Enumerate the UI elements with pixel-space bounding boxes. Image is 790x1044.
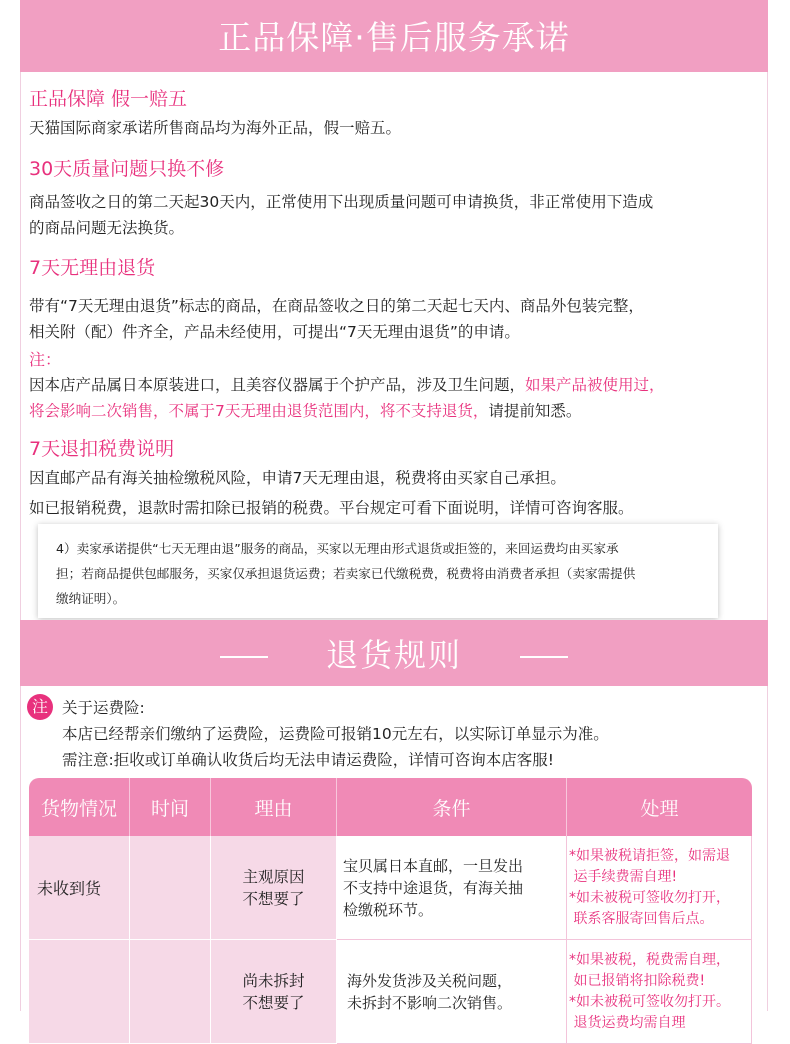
service-banner — [20, 0, 768, 72]
section-heading: 正品保障 假一赔五 — [29, 88, 188, 110]
section-heading: 7天无理由退货 — [29, 257, 156, 279]
handling-line: *如果被税请拒签，如需退 — [569, 847, 730, 864]
section-tax — [29, 437, 764, 521]
notice — [29, 348, 764, 424]
handling-line: 运手续费需自理! — [569, 868, 678, 885]
notice-text: 请提前知悉。 — [488, 402, 582, 420]
handling-line: 退货运费均需自理 — [569, 1014, 686, 1031]
notice-text: 因本店产品属日本原装进口，且美容仪器属于个护产品，涉及卫生问题， — [29, 376, 526, 394]
handling-line: 联系客服寄回售后点。 — [569, 910, 714, 927]
reason-line: 不想要了 — [242, 889, 305, 908]
reason-line: 主观原因 — [242, 867, 305, 886]
condition-line: 未拆封不影响二次销售。 — [347, 993, 513, 1012]
section-body-line: 带有“7天无理由退货”标志的商品，在商品签收之日的第二天起七天内、商品外包装完整， — [29, 297, 644, 315]
note-circle-icon: 注 — [27, 694, 53, 720]
reason-line: 不想要了 — [242, 993, 305, 1012]
notice-label: 注： — [29, 350, 62, 369]
cell-reason — [211, 940, 337, 1044]
insurance-line: 需注意:拒收或订单确认收货后均无法申请运费险，详情可咨询本店客服! — [62, 751, 554, 769]
handling-line: 如已报销将扣除税费! — [569, 972, 706, 989]
return-rules-table — [29, 778, 752, 1044]
notice-warning: 如果产品被使用过， — [525, 376, 665, 394]
cell-condition — [337, 836, 567, 940]
condition-line: 宝贝属日本直邮，一旦发出 — [343, 856, 524, 875]
policy-box — [38, 524, 718, 618]
condition-line: 海外发货涉及关税问题， — [347, 971, 513, 990]
policy-line: 缴纳证明）。 — [56, 591, 126, 606]
return-rules-title: 退货规则 — [325, 636, 462, 674]
section-seven-day — [29, 256, 764, 345]
cell-condition — [337, 940, 567, 1044]
condition-line: 检缴税环节。 — [343, 900, 434, 919]
insurance-title: 关于运费险: — [62, 699, 145, 717]
section-body-line: 相关附（配）件齐全，产品未经使用，可提出“7天无理由退货”的申请。 — [29, 323, 520, 341]
service-banner-title: 正品保障·售后服务承诺 — [218, 18, 570, 57]
section-body-line: 的商品问题无法换货。 — [29, 219, 185, 237]
insurance-details — [62, 722, 762, 772]
section-heading: 7天退扣税费说明 — [29, 438, 175, 460]
section-quality — [29, 157, 764, 241]
table-row — [29, 940, 752, 1044]
section-body-line: 商品签收之日的第二天起30天内，正常使用下出现质量问题可申请换货，非正常使用下造成 — [29, 193, 654, 211]
reason-line: 尚未拆封 — [242, 971, 305, 990]
table-row — [29, 836, 752, 940]
policy-line: 4）卖家承诺提供“七天无理由退”服务的商品，买家以无理由形式退货或拒签的，来回运费均由买家承 — [56, 541, 619, 556]
cell-time — [130, 940, 211, 1044]
handling-line: *如未被税可签收勿打开。 — [569, 993, 730, 1010]
return-rules-banner — [20, 620, 768, 686]
section-body-line: 因直邮产品有海关抽检缴税风险，申请7天无理由退，税费将由买家自己承担。 — [29, 469, 566, 487]
cell-handling — [567, 836, 752, 940]
section-body: 天猫国际商家承诺所售商品均为海外正品，假一赔五。 — [29, 119, 402, 137]
banner-dash-left — [220, 656, 268, 658]
section-heading: 30天质量问题只换不修 — [29, 158, 225, 180]
table-header: 处理 — [567, 778, 752, 836]
cell-status — [29, 940, 130, 1044]
table-header: 货物情况 — [29, 778, 130, 836]
insurance-line: 本店已经帮亲们缴纳了运费险，运费险可报销10元左右，以实际订单显示为准。 — [62, 725, 609, 743]
cell-reason — [211, 836, 337, 940]
policy-line: 担；若商品提供包邮服务，买家仅承担退货运费；若卖家已代缴税费，税费将由消费者承担（卖家需提供 — [56, 566, 636, 581]
table-header: 理由 — [211, 778, 337, 836]
table-header-row — [29, 778, 752, 836]
table-header: 时间 — [130, 778, 211, 836]
section-genuine — [29, 87, 764, 141]
section-body-line: 如已报销税费，退款时需扣除已报销的税费。平台规定可看下面说明，详情可咨询客服。 — [29, 499, 634, 517]
notice-warning: 将会影响二次销售，不属于7天无理由退货范围内，将不支持退货， — [29, 402, 489, 420]
banner-dash-right — [520, 656, 568, 658]
condition-line: 不支持中途退货，有海关抽 — [343, 878, 524, 897]
cell-handling — [567, 940, 752, 1044]
handling-line: *如果被税，税费需自理， — [569, 951, 730, 968]
table-header: 条件 — [337, 778, 567, 836]
handling-line: *如未被税可签收勿打开， — [569, 889, 730, 906]
cell-status: 未收到货 — [29, 836, 130, 940]
insurance-notice — [62, 696, 762, 721]
cell-time — [130, 836, 211, 940]
